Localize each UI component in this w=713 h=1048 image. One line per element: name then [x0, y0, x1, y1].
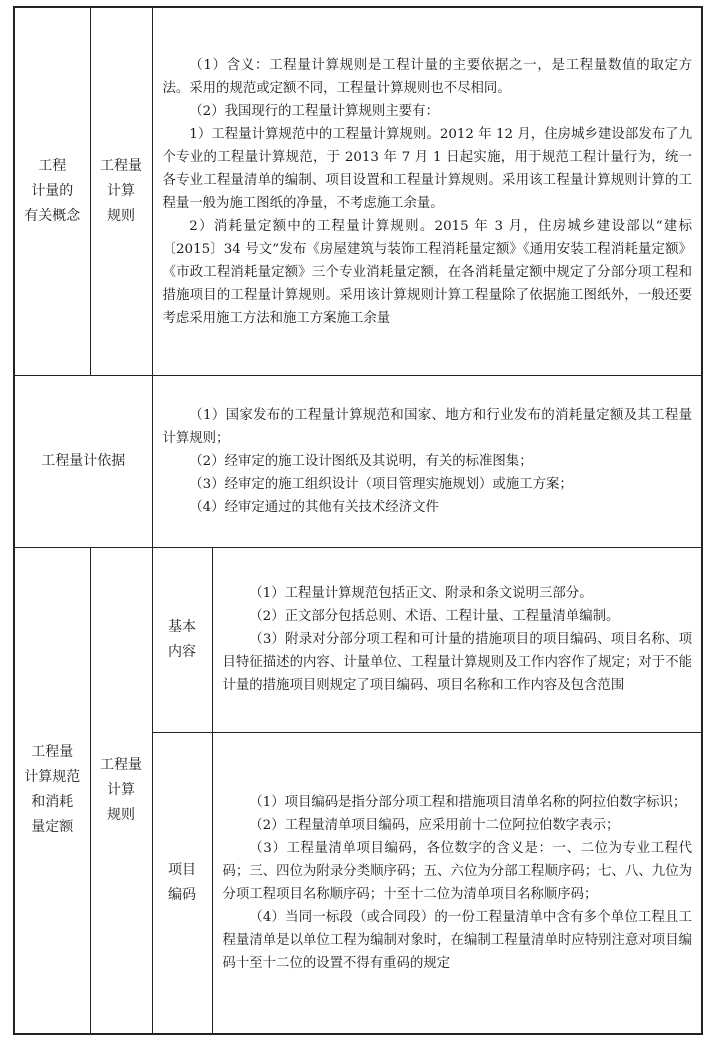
coding-paragraph: （3）工程量清单项目编码，各位数字的含义是：一、二位为专业工程代码；三、四位为附录分类顺序码；五、六位为分部工程顺序码；七、八、九位为分项工程项目名称顺序码；十至十二位为清单项目名称顺序码； — [222, 840, 693, 902]
coding-paragraph: （2）工程量清单项目编码，应采用前十二位阿拉伯数字表示； — [249, 817, 620, 833]
concept-paragraph: （1）含义：工程量计算规则是工程计量的主要依据之一，是工程量数值的取定方法。采用的规范或定额不同，工程量计算规则也不尽相同。 — [162, 58, 693, 97]
coding-paragraph: （1）项目编码是指分部分项工程和措施项目清单名称的阿拉伯数字标识； — [249, 794, 687, 810]
rules-sub-label-line: 工程量 — [100, 756, 142, 773]
concept-row — [14, 7, 702, 375]
item-coding-body — [212, 732, 702, 1034]
basis-paragraph: （1）国家发布的工程量计算规范和国家、地方和行业发布的消耗量定额及其工程量计算规则； — [162, 407, 693, 446]
rules-label-line: 和消耗 — [31, 794, 74, 811]
coding-label-line: 编码 — [168, 886, 196, 903]
basic-paragraph: （2）正文部分包括总则、术语、工程计量、工程量清单编制。 — [249, 609, 620, 624]
basic-paragraph: （1）工程量计算规范包括正文、附录和条文说明三部分。 — [249, 586, 593, 601]
concept-sub-label-line: 规则 — [107, 207, 135, 224]
rules-section-label — [14, 547, 90, 1034]
basis-row — [14, 375, 702, 547]
item-coding-label — [152, 732, 212, 1034]
basic-paragraph: （3）附录对分部分项工程和可计量的措施项目的项目编码、项目名称、项目特征描述的内容、计量单位、工程量计算规则及工作内容作了规定；对于不能计量的措施项目则规定了项目编码、项目名称和工作内容及包含范围 — [222, 632, 693, 693]
rules-sub-label-line: 规则 — [107, 806, 135, 823]
concept-section-label — [14, 7, 90, 375]
rules-sub-label — [90, 547, 152, 1034]
coding-label-line: 项目 — [168, 861, 196, 878]
coding-paragraph: （4）当同一标段（或合同段）的一份工程量清单中含有多个单位工程且工程量清单是以单位工程为编制对象时，在编制工程量清单时应特别注意对项目编码十至十二位的设置不得有重码的规定 — [222, 909, 693, 971]
concept-paragraph: （2）我国现行的工程量计算规则主要有： — [189, 104, 439, 120]
basis-paragraph: （2）经审定的施工设计图纸及其说明，有关的标准图集； — [189, 453, 533, 469]
concept-label-line: 工程 — [38, 157, 67, 174]
concept-label-line: 计量的 — [31, 182, 74, 199]
basis-label: 工程量计依据 — [41, 452, 126, 469]
basis-paragraph: （4）经审定通过的其他有关技术经济文件 — [189, 499, 439, 515]
basic-content-row — [14, 547, 702, 732]
concept-content — [152, 7, 702, 375]
basic-label-line: 基本 — [168, 618, 196, 635]
rules-table — [13, 6, 703, 1035]
basis-section-label — [14, 375, 152, 547]
concept-sub-label-line: 计算 — [107, 182, 135, 199]
rules-label-line: 计算规范 — [24, 769, 81, 786]
basic-content-label — [152, 547, 212, 732]
concept-label-line: 有关概念 — [24, 207, 81, 224]
concept-paragraph: 2）消耗量定额中的工程量计算规则。2015 年 3 月，住房城乡建设部以“建标〔2015〕34 号文”发布《房屋建筑与装饰工程消耗量定额》《通用安装工程消耗量定额》《市政工程消耗量定额》三个专业消耗量定额，在各消耗量定额中规定了分部分项工程和措施项目的工程量计算规则。采用该计算规则计算工程量除了依据施工图纸外，一般还要考虑采用施工方法和施工方案施工余量 — [162, 219, 693, 327]
concept-paragraph: 1）工程量计算规范中的工程量计算规则。2012 年 12 月，住房城乡建设部发布了九个专业的工程量计算规范，于 2013 年 7 月 1 日起实施，用于规范工程计量行为，统一各专业工程量清单的编制、项目设置和工程量计算规则。采用该工程量计算规则计算的工程量一般为施工图纸的净量，不考虑施工余量。 — [162, 127, 693, 212]
rules-sub-label-line: 计算 — [107, 781, 135, 798]
concept-sub-label-line: 工程量 — [100, 157, 142, 174]
basis-content — [152, 375, 702, 547]
rules-label-line: 量定额 — [31, 819, 74, 836]
rules-label-line: 工程量 — [31, 744, 74, 761]
concept-sub-label — [90, 7, 152, 375]
basic-content-body — [212, 547, 702, 732]
basic-label-line: 内容 — [168, 643, 196, 660]
basis-paragraph: （3）经审定的施工组织设计（项目管理实施规划）或施工方案； — [189, 476, 573, 492]
